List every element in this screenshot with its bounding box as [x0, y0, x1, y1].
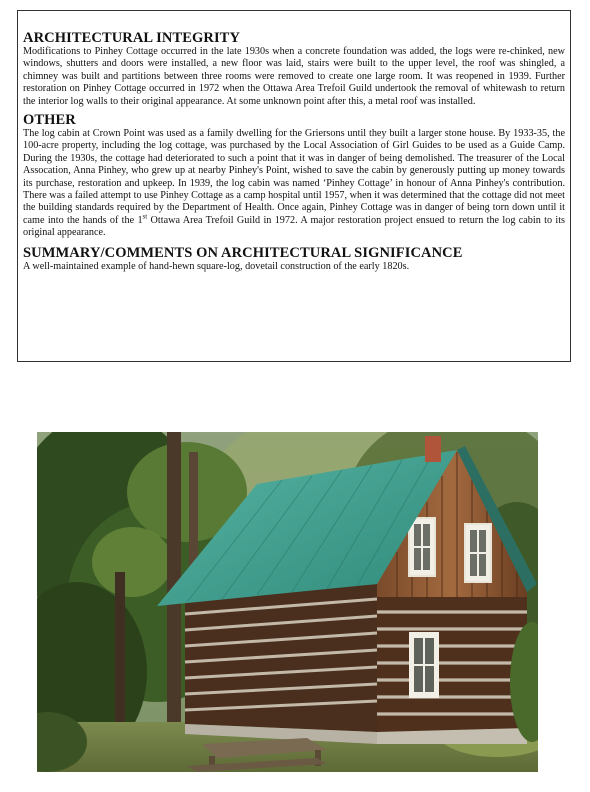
heading-other: OTHER — [23, 112, 76, 129]
ordinal-superscript: st — [142, 212, 148, 221]
paragraph-other-text-b: Ottawa Area Trefoil Guild in 1972. A major restoration project ensued to return the log cabin to its original appearance. — [23, 214, 565, 239]
log-cabin-photo — [37, 432, 538, 772]
paragraph-summary: A well-maintained example of hand-hewn square-log, dovetail construction of the early 1820s. — [23, 260, 410, 272]
paragraph-architectural-integrity: Modifications to Pinhey Cottage occurred in the late 1930s when a concrete foundation was added, the logs were re-chinked, new windows, shutters and doors were installed, a new floor was laid, stairs were built to the upper level, the roof was shingled, a chimney was built and partitions between three rooms were removed to create one large room. It was reopened in 1939. Further restoration on Pinhey Cottage occurred in 1972 when the Ottawa Area Trefoil Guild undertook the removal of whitewash to return the interior log walls to their original appearance. At some unknown point after this, a metal roof was installed. — [23, 46, 565, 107]
paragraph-other-text-a: The log cabin at Crown Point was used as a family dwelling for the Griersons until they built a larger stone house. By 1933-35, the 100-acre property, including the log cottage, was purchased by the Local Association of Girl Guides to be used as a Guide Camp. During the 1930s, the cottage had deteriorated to such a point that it was in danger of being demolished. The treasurer of the Local Assocation, Anna Pinhey, who grew up at nearby Pinhey's Point, wished to save the cabin by generously putting up money towards its purchase, restoration and upkeep. In 1939, the log cabin was named ‘Pinhey Cottage’ in honour of Anna Pinhey's contribution. There was a failed attempt to use Pinhey Cottage as a camp hospital until 1957, when it was determined that the cottage did not meet the building standards required by the Department of Health. Once again, Pinhey Cottage was in danger of being torn down until it came into the hands of the 1 — [23, 128, 565, 226]
paragraph-other — [23, 128, 565, 240]
heading-summary: SUMMARY/COMMENTS ON ARCHITECTURAL SIGNIFICANCE — [23, 244, 463, 261]
heading-architectural-integrity: ARCHITECTURAL INTEGRITY — [23, 30, 241, 46]
lower-window — [409, 632, 439, 698]
text-panel — [17, 10, 571, 362]
chimney — [425, 436, 441, 462]
